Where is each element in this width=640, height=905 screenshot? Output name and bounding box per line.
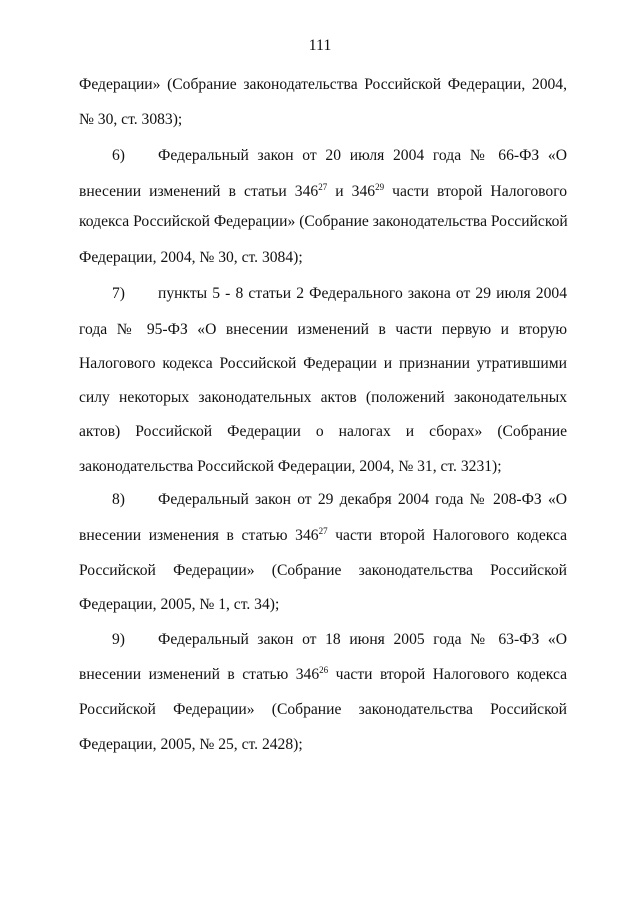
paragraph-line: силу некоторых законодательных актов (положений законодательных	[79, 389, 567, 406]
item-number: 6)	[112, 147, 125, 164]
paragraph-line: № 30, ст. 3083);	[79, 111, 183, 128]
paragraph-line: внесении изменений в статьи $346^{27}$ и $346^{29}$ части второй Налогового	[79, 182, 567, 200]
paragraph-line: актов) Российской Федерации о налогах и сборах» (Собрание	[79, 423, 567, 440]
item-number: 8)	[112, 491, 125, 508]
paragraph-line: Федерации, 2004, № 30, ст. 3084);	[79, 249, 303, 266]
paragraph-line: Федеральный закон от 20 июля 2004 года № 66-ФЗ «О	[158, 147, 567, 164]
item-number: 7)	[112, 285, 125, 302]
paragraph-line: внесении изменения в статью $346^{27}$ части второй Налогового кодекса	[79, 526, 567, 544]
paragraph-line: Федерации, 2005, № 1, ст. 34);	[79, 596, 280, 613]
superscript: 27	[318, 182, 328, 192]
paragraph-line: пункты 5 - 8 статьи 2 Федерального закона от 29 июля 2004	[158, 285, 567, 302]
paragraph-line: Российской Федерации» (Собрание законодательства Российской	[79, 701, 567, 718]
paragraph-line: Российской Федерации» (Собрание законодательства Российской	[79, 562, 567, 579]
superscript: 27	[318, 526, 328, 536]
paragraph-line: года № 95-ФЗ «О внесении изменений в части первую и вторую	[79, 321, 567, 338]
paragraph-line: Федерации» (Собрание законодательства Российской Федерации, 2004,	[79, 76, 567, 93]
paragraph-line: внесении изменений в статью $346^{26}$ части второй Налогового кодекса	[79, 665, 568, 683]
paragraph-line: Федеральный закон от 29 декабря 2004 года № 208-ФЗ «О	[158, 491, 567, 508]
page-number: 111	[308, 37, 332, 54]
paragraph-line: кодекса Российской Федерации» (Собрание законодательства Российской	[79, 213, 568, 230]
superscript: 26	[319, 665, 329, 675]
paragraph-line: Федерации, 2005, № 25, ст. 2428);	[79, 736, 303, 753]
item-number: 9)	[112, 631, 125, 648]
paragraph-line: Налогового кодекса Российской Федерации и признании утратившими	[79, 355, 567, 372]
paragraph-line: законодательства Российской Федерации, 2004, № 31, ст. 3231);	[79, 458, 502, 475]
paragraph-line: Федеральный закон от 18 июня 2005 года № 63-ФЗ «О	[158, 631, 567, 648]
superscript: 29	[375, 182, 385, 192]
